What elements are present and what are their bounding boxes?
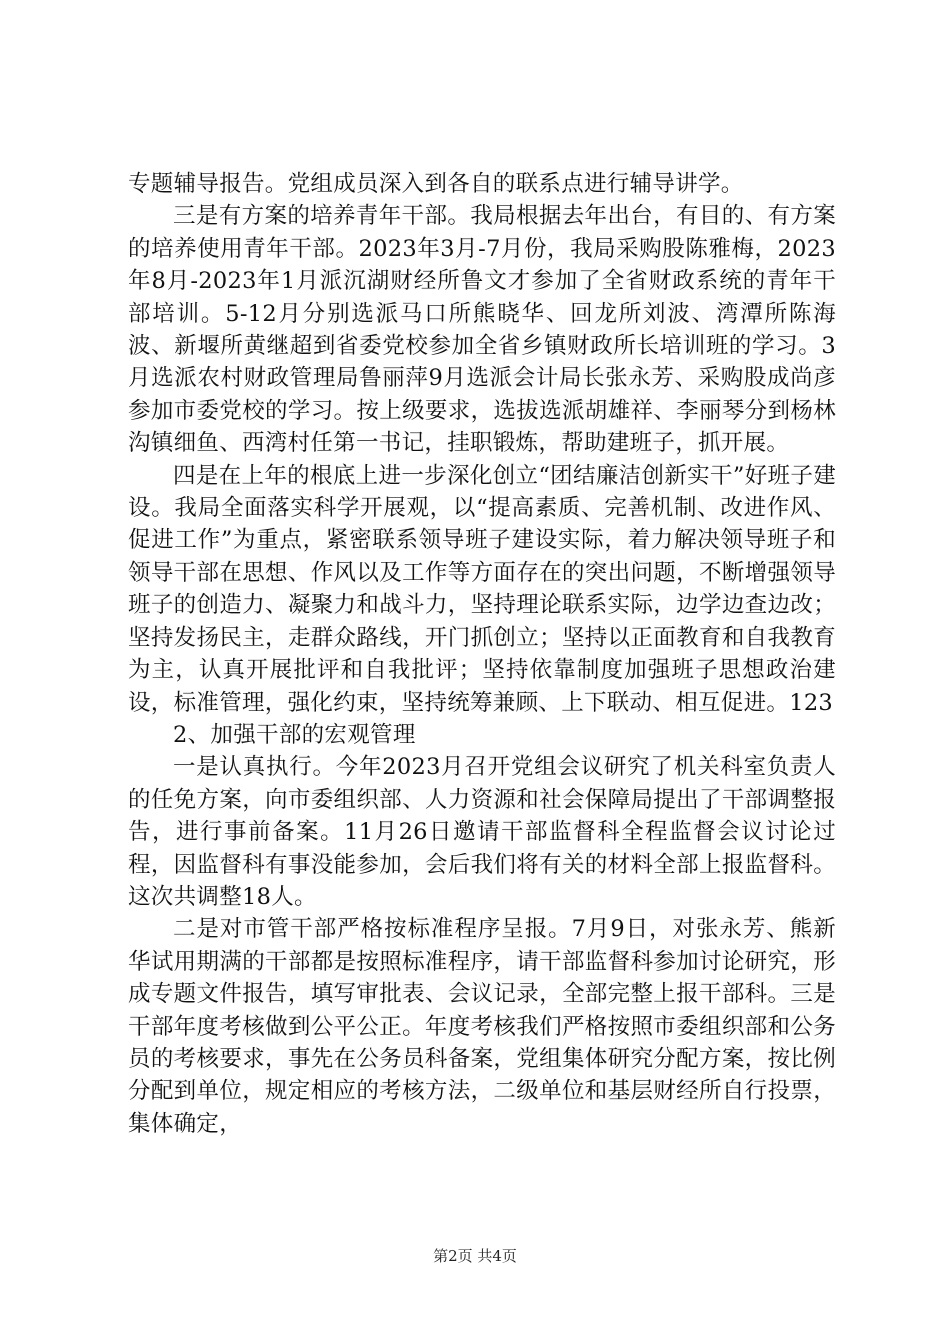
document-body [128,168,836,1140]
page-number-footer: 第2页 共4页 [433,1247,517,1265]
paragraph: 一是认真执行。今年2023月召开党组会议研究了机关科室负责人的任免方案，向市委组织部、人力资源和社会保障局提出了干部调整报告，进行事前备案。11月26日邀请干部监督科全程监督会议讨论过程，因监督科有事没能参加，会后我们将有关的材料全部上报监督科。这次共调整18人。 [128,754,836,910]
paragraph: 四是在上年的根底上进一步深化创立“团结廉洁创新实干”好班子建设。我局全面落实科学开展观，以“提高素质、完善机制、改进作风、促进工作”为重点，紧密联系领导班子建设实际，着力解决领导班子和领导干部在思想、作风以及工作等方面存在的突出问题，不断增强领导班子的创造力、凝聚力和战斗力，坚持理论联系实际，边学边查边改；坚持发扬民主，走群众路线，开门抓创立；坚持以正面教育和自我教育为主，认真开展批评和自我批评；坚持依靠制度加强班子思想政治建设，标准管理，强化约束，坚持统筹兼顾、上下联动、相互促进。123 [128,462,836,716]
paragraph: 三是有方案的培养青年干部。我局根据去年出台，有目的、有方案的培养使用青年干部。2023年3月-7月份，我局采购股陈雅梅，2023年8月-2023年1月派沉湖财经所鲁文才参加了全省财政系统的青年干部培训。5-12月分别选派马口所熊晓华、回龙所刘波、湾潭所陈海波、新堰所黄继超到省委党校参加全省乡镇财政所长培训班的学习。3月选派农村财政管理局鲁丽萍9月选派会计局长张永芳、采购股成尚彦参加市委党校的学习。按上级要求，选拔选派胡雄祥、李丽琴分到杨林沟镇细鱼、西湾村任第一书记，挂职锻炼，帮助建班子，抓开展。 [128,203,836,457]
paragraph: 二是对市管干部严格按标准程序呈报。7月9日，对张永芳、熊新华试用期满的干部都是按照标准程序，请干部监督科参加讨论研究，形成专题文件报告，填写审批表、会议记录，全部完整上报干部科。三是干部年度考核做到公平公正。年度考核我们严格按照市委组织部和公务员的考核要求，事先在公务员科备案，党组集体研究分配方案，按比例分配到单位，规定相应的考核方法，二级单位和基层财经所自行投票，集体确定， [128,916,836,1137]
paragraph: 专题辅导报告。党组成员深入到各自的联系点进行辅导讲学。 [128,171,744,197]
section-heading: 2、加强干部的宏观管理 [173,721,416,748]
